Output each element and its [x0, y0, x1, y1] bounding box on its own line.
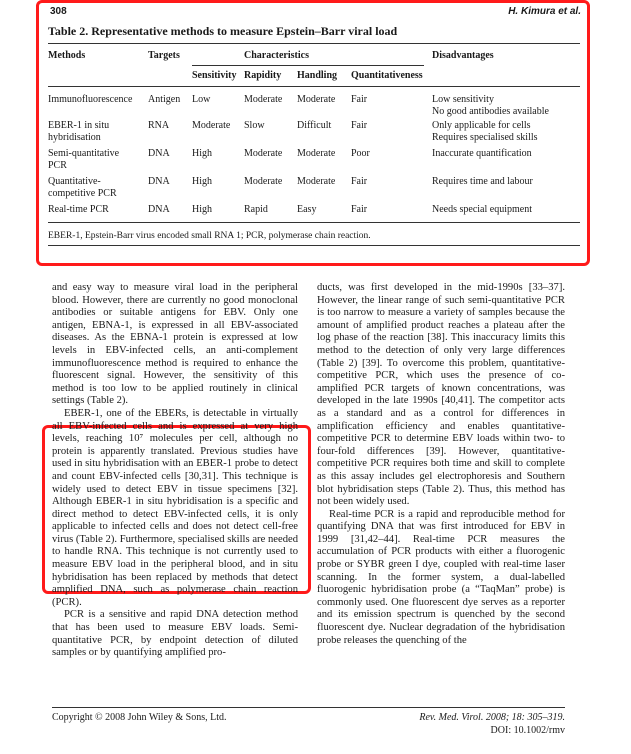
table-cell: EBER-1 in situ	[48, 120, 110, 131]
page-number: 308	[50, 6, 67, 17]
table-cell: High	[192, 148, 212, 159]
col-methods: Methods	[48, 50, 86, 61]
doi: DOI: 10.1002/rmv	[490, 725, 565, 736]
table-cell: Easy	[297, 204, 317, 215]
left-column	[52, 282, 298, 660]
table-cell: Fair	[351, 204, 368, 215]
col-disadvantages: Disadvantages	[432, 50, 494, 61]
table-cell: Only applicable for cells	[432, 120, 531, 131]
table-cell: Needs special equipment	[432, 204, 532, 215]
table-cell: Fair	[351, 120, 368, 131]
table-cell: DNA	[148, 176, 170, 187]
paragraph: PCR is a sensitive and rapid DNA detection method that has been used to measure EBV loads. Semi-quantitative PCR, by endpoint detection of diluted samples or by quantifying amplified pro-	[52, 609, 298, 659]
table-cell: Quantitative-	[48, 176, 101, 187]
table-title: Table 2. Representative methods to measure Epstein–Barr viral load	[48, 24, 580, 44]
paragraph: and easy way to measure viral load in the peripheral blood. However, there are currently no good monoclonal antibodies or suitable antigens for EBV. Only one antigen, EBNA-1, is expressed in all EBV-associated diseases. As the EBNA-1 protein is expressed at low levels in EBV-infected cells, an anti-complement immunofluorescence method is required to enhance the fluorescent signal. However, the sensitivity of this method is too low to be applied routinely in clinical settings (Table 2).	[52, 282, 298, 407]
methods-table	[48, 24, 580, 254]
table-cell: Low sensitivity	[432, 94, 494, 105]
table-cell: Moderate	[192, 120, 231, 131]
table-cell: competitive PCR	[48, 188, 117, 199]
table-cell: Semi-quantitative	[48, 148, 120, 159]
table-cell: Real-time PCR	[48, 204, 109, 215]
table-cell: Rapid	[244, 204, 268, 215]
table-cell: High	[192, 204, 212, 215]
table-cell: PCR	[48, 160, 67, 171]
table-cell: Low	[192, 94, 211, 105]
table-cell: Requires time and labour	[432, 176, 533, 187]
running-author: H. Kimura et al.	[508, 6, 581, 17]
right-column	[317, 282, 565, 647]
col-sensitivity: Sensitivity	[192, 70, 237, 81]
copyright: Copyright © 2008 John Wiley & Sons, Ltd.	[52, 712, 227, 723]
table-cell: Poor	[351, 148, 370, 159]
paragraph: EBER-1, one of the EBERs, is detectable in virtually all EBV-infected cells and is expressed at very high levels, reaching 10⁷ molecules per cell, although no protein is apparently translated. Previous studies have used in situ hybridisation with an EBER-1 probe to detect and count EBV-infected cells [30,31]. This technique is widely used to detect EBV in tissue specimens [32]. Although EBER-1 in situ hybridisation is a specific and direct method to detect EBV-infected cells, it is only applicable to infected cells and does not detect cell-free virus (Table 2). Furthermore, specialised skills are needed to handle RNA. This technique is not currently used to measure EBV load in the peripheral blood, and in situ hybridisation has been replaced by methods that detect amplified DNA, such as polymerase chain reaction (PCR).	[52, 407, 298, 608]
table-cell: Moderate	[244, 148, 283, 159]
table-cell: DNA	[148, 204, 170, 215]
col-rapidity: Rapidity	[244, 70, 282, 81]
table-cell: Immunofluorescence	[48, 94, 133, 105]
table-cell: Fair	[351, 176, 368, 187]
paragraph: ducts, was first developed in the mid-1990s [33–37]. However, the linear range of such semi-quantitative PCR is too narrow to measure a variety of samples because the amount of amplified product reaches a plateau after the log phase of the reaction [38]. This inaccuracy limits this method to the detection of only very large differences (Table 2) [39]. To overcome this problem, quantitative-competitive PCR, which uses the presence of co-amplified PCR targets of known concentrations, was developed in the late 1990s [40,41]. The competitor acts as a standard and as a control for differences in amplification efficiency and enables quantitative-competitive PCR to determine EBV loads within two- to four-fold differences [39]. However, quantitative-competitive PCR requires both time and skill to complete as this assay includes gel electrophoresis and Southern blot hybridisation steps (Table 2). Thus, this method has not been widely used.	[317, 282, 565, 508]
paragraph: Real-time PCR is a rapid and reproducible method for quantifying DNA that was first introduced for EBV in 1999 [31,42–44]. Real-time PCR measures the accumulation of PCR products with either a fluorogenic probe or SYBR green I dye, coupled with real-time laser scanning. In the former system, a dual-labelled fluorogenic hybridisation probe (a “TaqMan” probe) is commonly used. One fluorescent dye serves as a reporter and its emission spectrum is quenched by the second fluorescent dye. Nuclear degradation of the hybridisation probe releases the quenching of the	[317, 508, 565, 646]
table-cell: hybridisation	[48, 132, 101, 143]
table-cell: Antigen	[148, 94, 181, 105]
table-cell: No good antibodies available	[432, 106, 549, 117]
table-cell: Difficult	[297, 120, 332, 131]
table-footnote: EBER-1, Epstein-Barr virus encoded small RNA 1; PCR, polymerase chain reaction.	[48, 231, 371, 241]
col-characteristics: Characteristics	[244, 50, 309, 61]
running-header	[46, 4, 585, 18]
table-cell: Moderate	[297, 94, 336, 105]
table-cell: Inaccurate quantification	[432, 148, 532, 159]
table-cell: Fair	[351, 94, 368, 105]
col-targets: Targets	[148, 50, 180, 61]
table-cell: Requires specialised skills	[432, 132, 538, 143]
table-cell: Moderate	[297, 148, 336, 159]
table-cell: High	[192, 176, 212, 187]
col-handling: Handling	[297, 70, 338, 81]
citation: Rev. Med. Virol. 2008; 18: 305–319.	[419, 712, 565, 723]
table-cell: Moderate	[297, 176, 336, 187]
table-cell: RNA	[148, 120, 170, 131]
footer-rule	[52, 707, 565, 708]
table-cell: Moderate	[244, 94, 283, 105]
col-quantitativeness: Quantitativeness	[351, 70, 423, 81]
table-cell: Moderate	[244, 176, 283, 187]
table-cell: DNA	[148, 148, 170, 159]
table-cell: Slow	[244, 120, 265, 131]
